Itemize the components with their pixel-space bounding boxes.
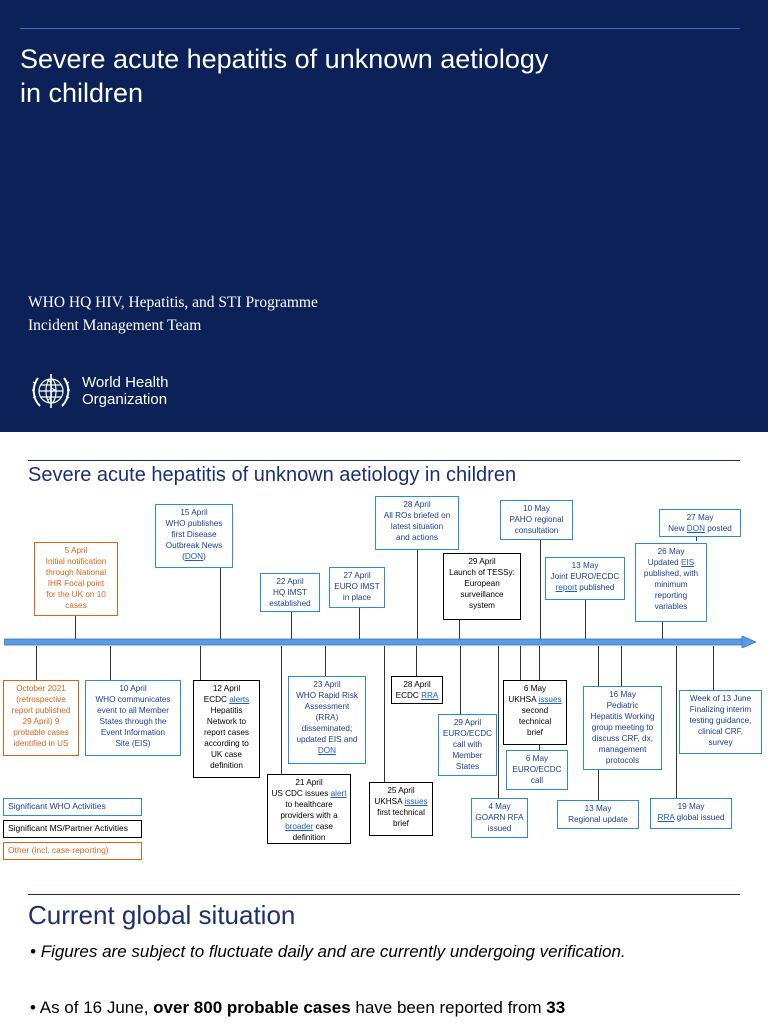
connector-line [325,646,326,676]
event-28-april-ros: 28 April All ROs briefed on latest situation and actions [375,496,459,550]
event-27-april: 27 April EURO IMST in place [329,567,385,608]
rra-link[interactable]: RRA [657,813,675,822]
event-26-may: 26 May Updated EIS published, with minimum reporting variables [635,543,707,622]
connector-line [36,646,37,680]
connector-line [498,646,499,798]
issues-link[interactable]: issues [538,695,562,704]
connector-line [460,646,461,714]
top-divider [20,28,740,29]
event-10-april: 10 April WHO communicates event to all Member States through the Event Information Site (EIS) [85,680,181,756]
event-13-may-report: 13 May Joint EURO/ECDC report published [545,557,625,600]
title-slide [0,0,768,432]
event-13-june: Week of 13 June Finalizing interim testing guidance, clinical CRF, survey [679,690,762,754]
connector-line [416,646,417,676]
connector-line [676,646,677,798]
event-10-may: 10 May PAHO regional consultation [500,500,573,540]
slide-title [20,42,700,110]
event-27-may: 27 May New DON posted [659,509,741,537]
timeline-arrow [4,636,756,648]
event-6-may-call: 6 May EURO/ECDC call [506,750,568,790]
event-16-may: 16 May Pediatric Hepatitis Working group meeting to discuss CRF, dx, management protocols [583,686,662,770]
connector-line [281,646,282,774]
don-link[interactable]: DON [317,746,337,755]
report-link[interactable]: report [555,583,578,592]
event-12-april: 12 April ECDC alerts Hepatitis Network to report cases according to UK case definition [193,680,260,778]
eis-link[interactable]: EIS [681,558,695,567]
alerts-link[interactable]: alerts [229,695,250,704]
connector-line [384,646,385,782]
connector-line [417,550,418,642]
connector-line [540,540,541,642]
event-28-april-rra: 28 April ECDC RRA [391,676,443,704]
event-29-april-call: 29 April EURO/ECDC call with Member States [438,714,497,776]
connector-line [621,646,622,686]
connector-line [713,646,714,690]
legend-other: Other (incl. case reporting) [3,842,142,860]
title-line: Severe acute hepatitis of unknown aetiology [20,44,549,74]
subtitle-team: Incident Management Team [28,317,202,334]
who-emblem-icon [28,368,74,414]
issues-link[interactable]: issues [404,797,428,806]
timeline-title: Severe acute hepatitis of unknown aetiology in children [28,464,517,486]
bullet-item: • As of 16 June, over 800 probable cases have been reported from 33 [30,998,566,1017]
broader-link[interactable]: broader [285,822,314,831]
event-23-april: 23 April WHO Rapid Risk Assessment (RRA) disseminated; updated EIS and DON [288,676,366,764]
event-15-april: 15 April WHO publishes first Disease Outbreak News (DON) [155,504,233,568]
bullet-item: • Figures are subject to fluctuate daily and are currently undergoing verification. [30,942,626,961]
who-logo [28,368,208,414]
title-divider [28,894,740,895]
connector-line [200,646,201,680]
event-22-april: 22 April HQ IMST established [260,573,320,612]
event-5-april: 5 April Initial notification through National IHR Focal point for the UK on 10 cases [34,542,118,616]
event-6-may-ukhsa: 6 May UKHSA issues second technical brief [503,680,567,745]
connector-line [220,568,221,642]
event-29-april-tessy: 29 April Launch of TESSy: European surveillance system [443,553,521,620]
don-link[interactable]: DON [686,524,705,533]
logo-text: World Health Organization [82,374,169,408]
situation-title: Current global situation [28,900,296,930]
subtitle-programme: WHO HQ HIV, Hepatitis, and STI Programme [28,294,318,311]
connector-line [696,537,697,541]
connector-line [110,646,111,680]
situation-slide [0,884,768,1024]
legend-partner: Significant MS/Partner Activities [3,820,142,838]
event-19-may: 19 May RRA global issued [650,798,732,829]
event-25-april: 25 April UKHSA issues first technical brief [369,782,433,836]
rra-link[interactable]: RRA [421,691,439,700]
don-link[interactable]: DON [184,552,204,561]
title-divider [28,460,740,461]
event-4-may: 4 May GOARN RFA issued [471,798,528,838]
alert-link[interactable]: alert [330,789,347,798]
event-october-2021: October 2021 (retrospective report published 29 April) 9 probable cases identified in US [3,680,79,756]
connector-line [520,646,521,680]
timeline-slide [0,432,768,884]
event-13-may-update: 13 May Regional update [557,800,639,829]
event-21-april: 21 April US CDC issues alert to healthcare providers with a broader case definition [267,774,351,844]
legend-who: Significant WHO Activities [3,798,142,816]
title-line: in children [20,78,144,108]
